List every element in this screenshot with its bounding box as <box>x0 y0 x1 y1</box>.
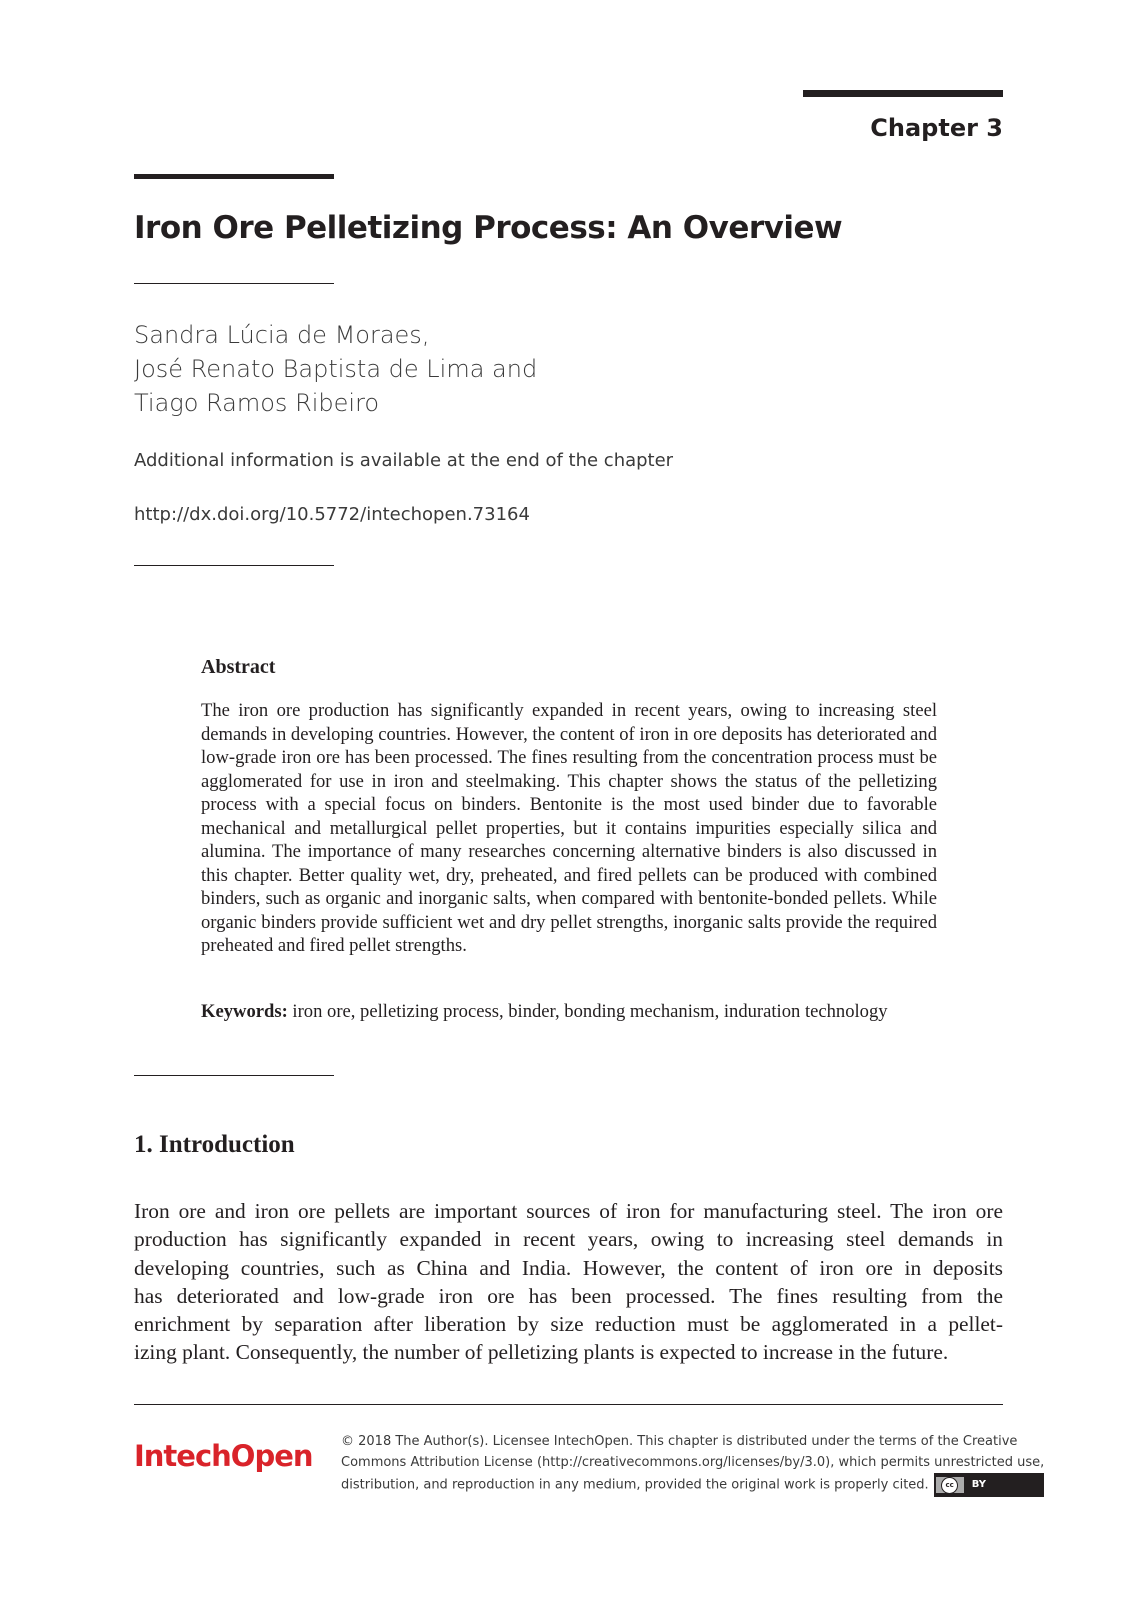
abstract-divider <box>134 1075 334 1076</box>
paragraph-line: has deteriorated and low-grade iron ore has been processed. The fines resulting from the <box>134 1283 1003 1308</box>
paragraph-line: developing countries, such as China and India. However, the content of iron ore in deposits <box>134 1255 1003 1280</box>
footer-rule <box>134 1404 1003 1405</box>
article-title: Iron Ore Pelletizing Process: An Overview <box>134 210 843 246</box>
cc-by-label: BY <box>971 1478 987 1490</box>
license-text <box>341 1432 1045 1497</box>
license-line: Commons Attribution License (http://creativecommons.org/licenses/by/3.0), which permits unrestricted use, <box>341 1454 1045 1470</box>
header-divider <box>134 565 334 566</box>
abstract-heading: Abstract <box>201 656 276 678</box>
introduction-paragraph <box>134 1197 1003 1367</box>
chapter-rule <box>803 90 1003 97</box>
title-rule <box>134 174 334 179</box>
intechopen-logo: IntechOpen <box>134 1439 313 1473</box>
additional-info: Additional information is available at the end of the chapter <box>134 450 674 471</box>
paragraph-line: Iron ore and iron ore pellets are important sources of iron for manufacturing steel. The iron ore <box>134 1199 1003 1223</box>
author: Sandra Lúcia de Moraes, <box>134 321 430 349</box>
section-heading-introduction: 1. Introduction <box>134 1131 295 1158</box>
paragraph-line: izing plant. Consequently, the number of pelletizing plants is expected to increase in the future. <box>134 1340 949 1365</box>
author-list <box>134 318 537 420</box>
abstract-text: The iron ore production has significantly expanded in recent years, owing to increasing steel demands in developing countries. However, the content of iron in ore deposits has deteriorated and low-grade iron ore has been processed. The fines resulting from the concentration process must be agglomerated for use in iron and steelmaking. This chapter shows the status of the pelletizing process with a special focus on binders. Bentonite is the most used binder due to favorable mechanical and metallurgical pellet properties, but it contains impurities especially silica and alumina. The importance of many researches concerning alternative binders is also discussed in this chapter. Better quality wet, dry, preheated, and fired pellets can be produced with combined binders, such as organic and inorganic salts, when compared with bentonite-bonded pellets. While organic binders provide sufficient wet and dry pellet strengths, inorganic salts provide the required preheated and fired pellet strengths. <box>201 700 937 956</box>
keywords-label: Keywords: <box>201 1001 288 1022</box>
cc-mark: cc <box>941 1477 958 1494</box>
license-line-text: distribution, and reproduction in any medium, provided the original work is properly cited. <box>341 1477 929 1493</box>
chapter-label: Chapter 3 <box>870 114 1003 142</box>
license-line: © 2018 The Author(s). Licensee IntechOpen. This chapter is distributed under the terms of the Creative <box>341 1434 1018 1449</box>
license-line <box>341 1473 1006 1497</box>
keywords <box>201 1000 937 1024</box>
author: Tiago Ramos Ribeiro <box>134 389 380 417</box>
doi-link[interactable]: http://dx.doi.org/10.5772/intechopen.73164 <box>134 504 530 525</box>
title-divider <box>134 283 334 284</box>
cc-by-icon[interactable] <box>934 1473 1044 1497</box>
author: José Renato Baptista de Lima and <box>134 355 538 383</box>
paragraph-line: enrichment by separation after liberation by size reduction must be agglomerated in a pellet- <box>134 1312 1003 1337</box>
keywords-list: iron ore, pelletizing process, binder, bonding mechanism, induration technology <box>292 1001 888 1022</box>
paragraph-line: production has significantly expanded in recent years, owing to increasing steel demands in <box>134 1227 1003 1252</box>
